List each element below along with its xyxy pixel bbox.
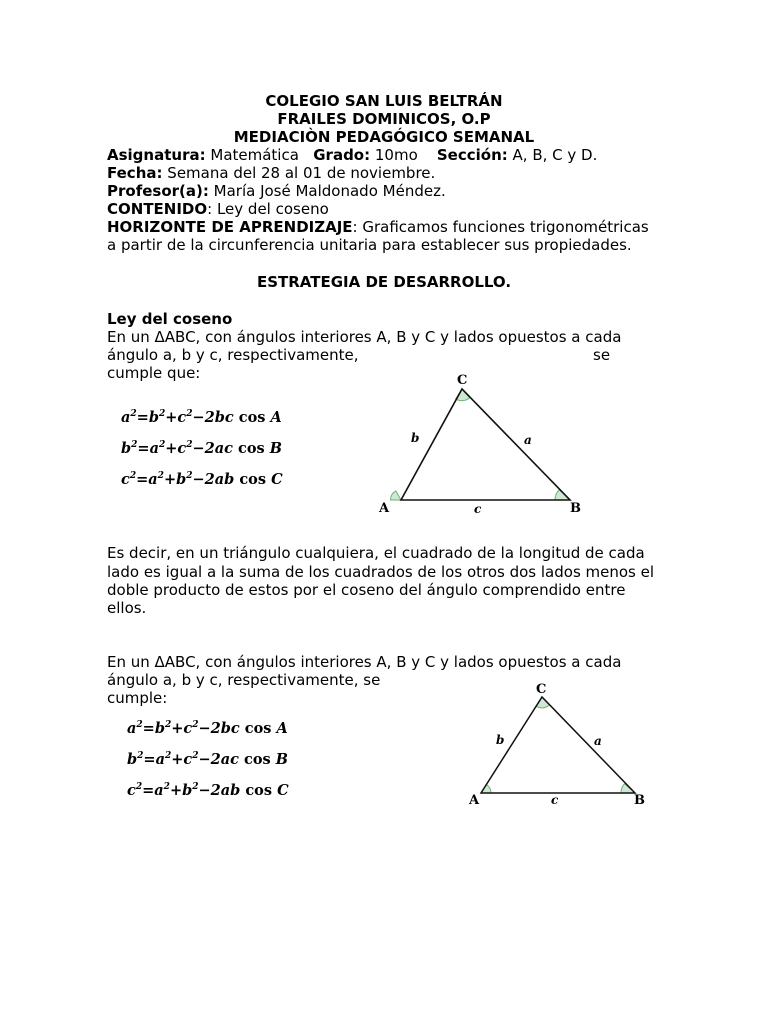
side-label-b-2: b	[496, 733, 505, 747]
fecha-value: Semana del 28 al 01 de noviembre.	[167, 164, 436, 182]
vertex-label-b: B	[570, 501, 581, 516]
formula-a-2: $a^2=b^2+c^2-2bc$ cos A	[127, 720, 288, 737]
vertex-label-c-2: C	[536, 682, 547, 697]
triangle-diagram-2	[460, 680, 650, 815]
school-order: FRAILES DOMINICOS, O.P	[277, 110, 491, 128]
info-horizonte-line-2: a partir de la circunferencia unitaria para establecer sus propiedades.	[107, 236, 632, 254]
explain-line-3: doble producto de estos por el coseno del ángulo comprendido entre	[107, 581, 626, 599]
seccion-value: A, B, C y D.	[512, 146, 598, 164]
info-profesor-line	[107, 182, 446, 200]
vertex-label-a: A	[379, 501, 390, 516]
vertex-label-a-2: A	[469, 793, 480, 808]
horizonte-label: HORIZONTE DE APRENDIZAJE	[107, 218, 353, 236]
law-intro2-line-1: En un ΔABC, con ángulos interiores A, B y C y lados opuestos a cada	[107, 653, 622, 671]
side-label-c-2: c	[551, 793, 559, 807]
formula-c-2: $c^2=a^2+b^2-2ab$ cos C	[127, 782, 289, 799]
side-label-a: a	[524, 433, 532, 447]
info-contenido-line	[107, 200, 329, 218]
info-fecha-line	[107, 164, 435, 182]
side-label-b: b	[411, 431, 420, 445]
document-title: MEDIACIÒN PEDAGÓGICO SEMANAL	[233, 128, 535, 146]
explain-line-4: ellos.	[107, 599, 147, 617]
side-label-a-2: a	[594, 734, 602, 748]
law-intro-line-2b: se	[593, 346, 611, 364]
grado-label: Grado:	[313, 146, 371, 164]
law-title: Ley del coseno	[107, 310, 233, 328]
info-asignatura-line	[107, 146, 597, 164]
seccion-label: Sección:	[436, 146, 508, 164]
asignatura-label: Asignatura:	[107, 146, 206, 164]
profesor-value: María José Maldonado Méndez.	[213, 182, 446, 200]
formula-b-1: $b^2=a^2+c^2-2ac$ cos B	[121, 440, 283, 457]
asignatura-value: Matemática	[210, 146, 299, 164]
vertex-label-c: C	[457, 373, 468, 388]
vertex-label-b-2: B	[634, 793, 645, 808]
angle-a-arc	[391, 491, 402, 500]
school-name: COLEGIO SAN LUIS BELTRÁN	[265, 92, 503, 110]
triangle-diagram-1	[370, 370, 590, 520]
section-heading: ESTRATEGIA DE DESARROLLO.	[256, 273, 512, 291]
formula-b-2: $b^2=a^2+c^2-2ac$ cos B	[127, 751, 289, 768]
explain-line-2: lado es igual a la suma de los cuadrados de los otros dos lados menos el	[107, 563, 655, 581]
profesor-label: Profesor(a):	[107, 182, 209, 200]
triangle-shape	[401, 389, 570, 500]
contenido-value: : Ley del coseno	[207, 200, 329, 218]
horizonte-value: : Graficamos funciones trigonométricas	[352, 218, 649, 236]
formula-c-1: $c^2=a^2+b^2-2ab$ cos C	[121, 471, 283, 488]
law-intro2-line-3: cumple:	[107, 689, 168, 707]
law-intro-line-1: En un ΔABC, con ángulos interiores A, B y C y lados opuestos a cada	[107, 328, 622, 346]
formula-a-1: $a^2=b^2+c^2-2bc$ cos A	[121, 409, 282, 426]
fecha-label: Fecha:	[107, 164, 163, 182]
side-label-c: c	[474, 502, 482, 516]
contenido-label: CONTENIDO	[107, 200, 208, 218]
grado-value: 10mo	[374, 146, 418, 164]
law-intro2-line-2: ángulo a, b y c, respectivamente, se	[107, 671, 381, 689]
explain-line-1: Es decir, en un triángulo cualquiera, el cuadrado de la longitud de cada	[107, 544, 645, 562]
law-intro-line-3: cumple que:	[107, 364, 201, 382]
law-intro-line-2a: ángulo a, b y c, respectivamente,	[107, 346, 359, 364]
info-horizonte-line	[107, 218, 649, 236]
